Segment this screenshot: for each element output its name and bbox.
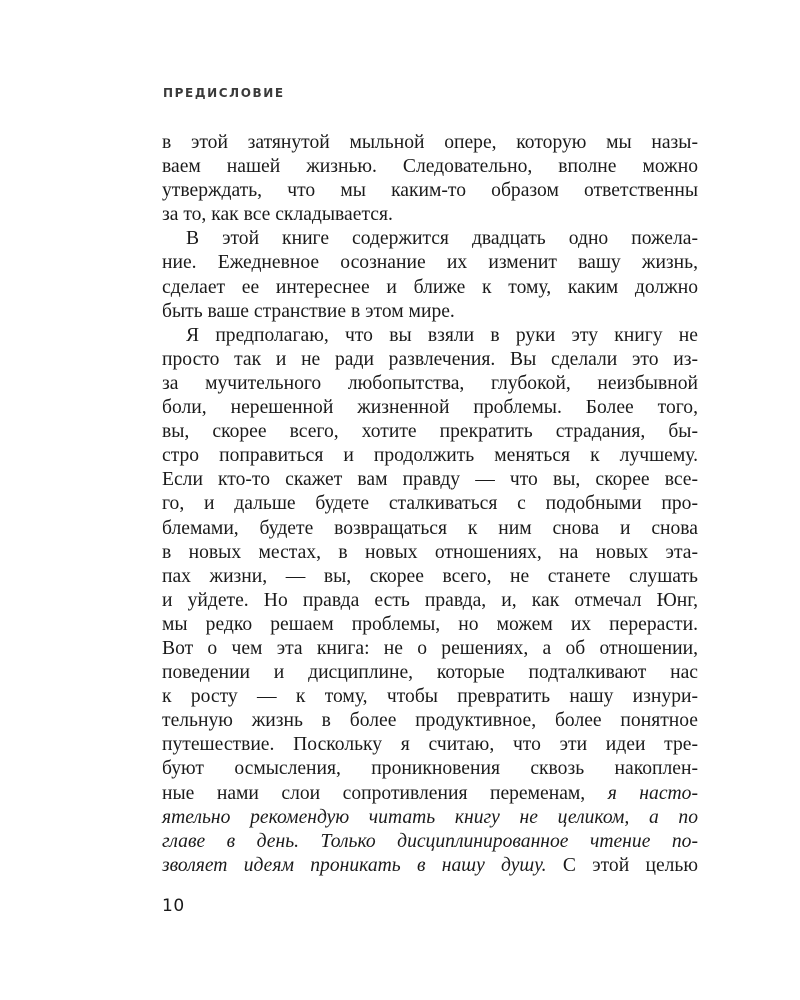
text-line: блемами, будете возвращаться к ним снова и снова (162, 517, 698, 539)
text-line: тельную жизнь в более продуктивное, более понятное (162, 710, 698, 732)
text-line: буют осмысления, проникновения сквозь накоплен- (162, 758, 698, 780)
text-line: в новых местах, в новых отношениях, на новых эта- (162, 541, 698, 563)
text-line: в этой затянутой мыльной опере, которую мы назы- (162, 132, 698, 153)
text-line: ваем нашей жизнью. Следовательно, вполне можно (162, 156, 698, 178)
text-line: Я предполагаю, что вы взяли в руки эту книгу не (186, 324, 698, 346)
paragraph-3 (162, 324, 698, 878)
text-line: пах жизни, — вы, скорее всего, не станете слушать (162, 565, 698, 587)
text-line: Вот о чем эта книга: не о решениях, а об отношении, (162, 637, 698, 659)
text-line: утверждать, что мы каким-то образом ответственны (162, 180, 698, 202)
text-line: быть ваше странствие в этом мире. (162, 300, 455, 322)
text-line: просто так и не ради развлечения. Вы сделали это из- (162, 348, 698, 370)
text-line: за мучительного любопытства, глубокой, неизбывной (162, 372, 698, 394)
text-line (162, 854, 698, 878)
text-line: В этой книге содержится двадцать одно пожела- (186, 228, 698, 250)
text-line: за то, как все складывается. (162, 204, 393, 226)
text-line: мы редко решаем проблемы, но можем их перерасти. (162, 613, 698, 635)
text-line: вы, скорее всего, хотите прекратить страдания, бы- (162, 421, 698, 443)
text-line: Если кто-то скажет вам правду — что вы, скорее все- (162, 469, 698, 491)
italic-run: я насто- (607, 782, 698, 804)
text-line: сделает ее интереснее и ближе к тому, каким должно (162, 276, 698, 298)
text-line: ятельно рекомендую читать книгу не целиком, а по (162, 806, 698, 828)
paragraph-2 (162, 227, 698, 323)
page-number: 10 (162, 896, 185, 916)
text-line (162, 782, 698, 806)
text-line: главе в день. Только дисциплинированное чтение по- (162, 830, 698, 852)
text-line: го, и дальше будете сталкиваться с подобными про- (162, 493, 698, 515)
text-line: ние. Ежедневное осознание их изменит вашу жизнь, (162, 252, 698, 274)
text-run: С этой целью (546, 854, 698, 876)
text-line: поведении и дисциплине, которые подталкивают нас (162, 662, 698, 684)
running-header: ПРЕДИСЛОВИЕ (163, 86, 285, 100)
text-line: к росту — к тому, чтобы превратить нашу изнури- (162, 686, 698, 708)
italic-run: зволяет идеям проникать в нашу душу. (162, 854, 547, 876)
paragraph-1 (162, 131, 698, 227)
text-line: путешествие. Поскольку я считаю, что эти идеи тре- (162, 734, 698, 756)
text-line: стро поправиться и продолжить меняться к лучшему. (162, 445, 698, 467)
body-text (162, 131, 698, 878)
text-run: ные нами слои сопротивления переменам, (162, 782, 608, 804)
text-line: боли, нерешенной жизненной проблемы. Более того, (162, 397, 698, 419)
text-line: и уйдете. Но правда есть правда, и, как отмечал Юнг, (162, 589, 698, 611)
